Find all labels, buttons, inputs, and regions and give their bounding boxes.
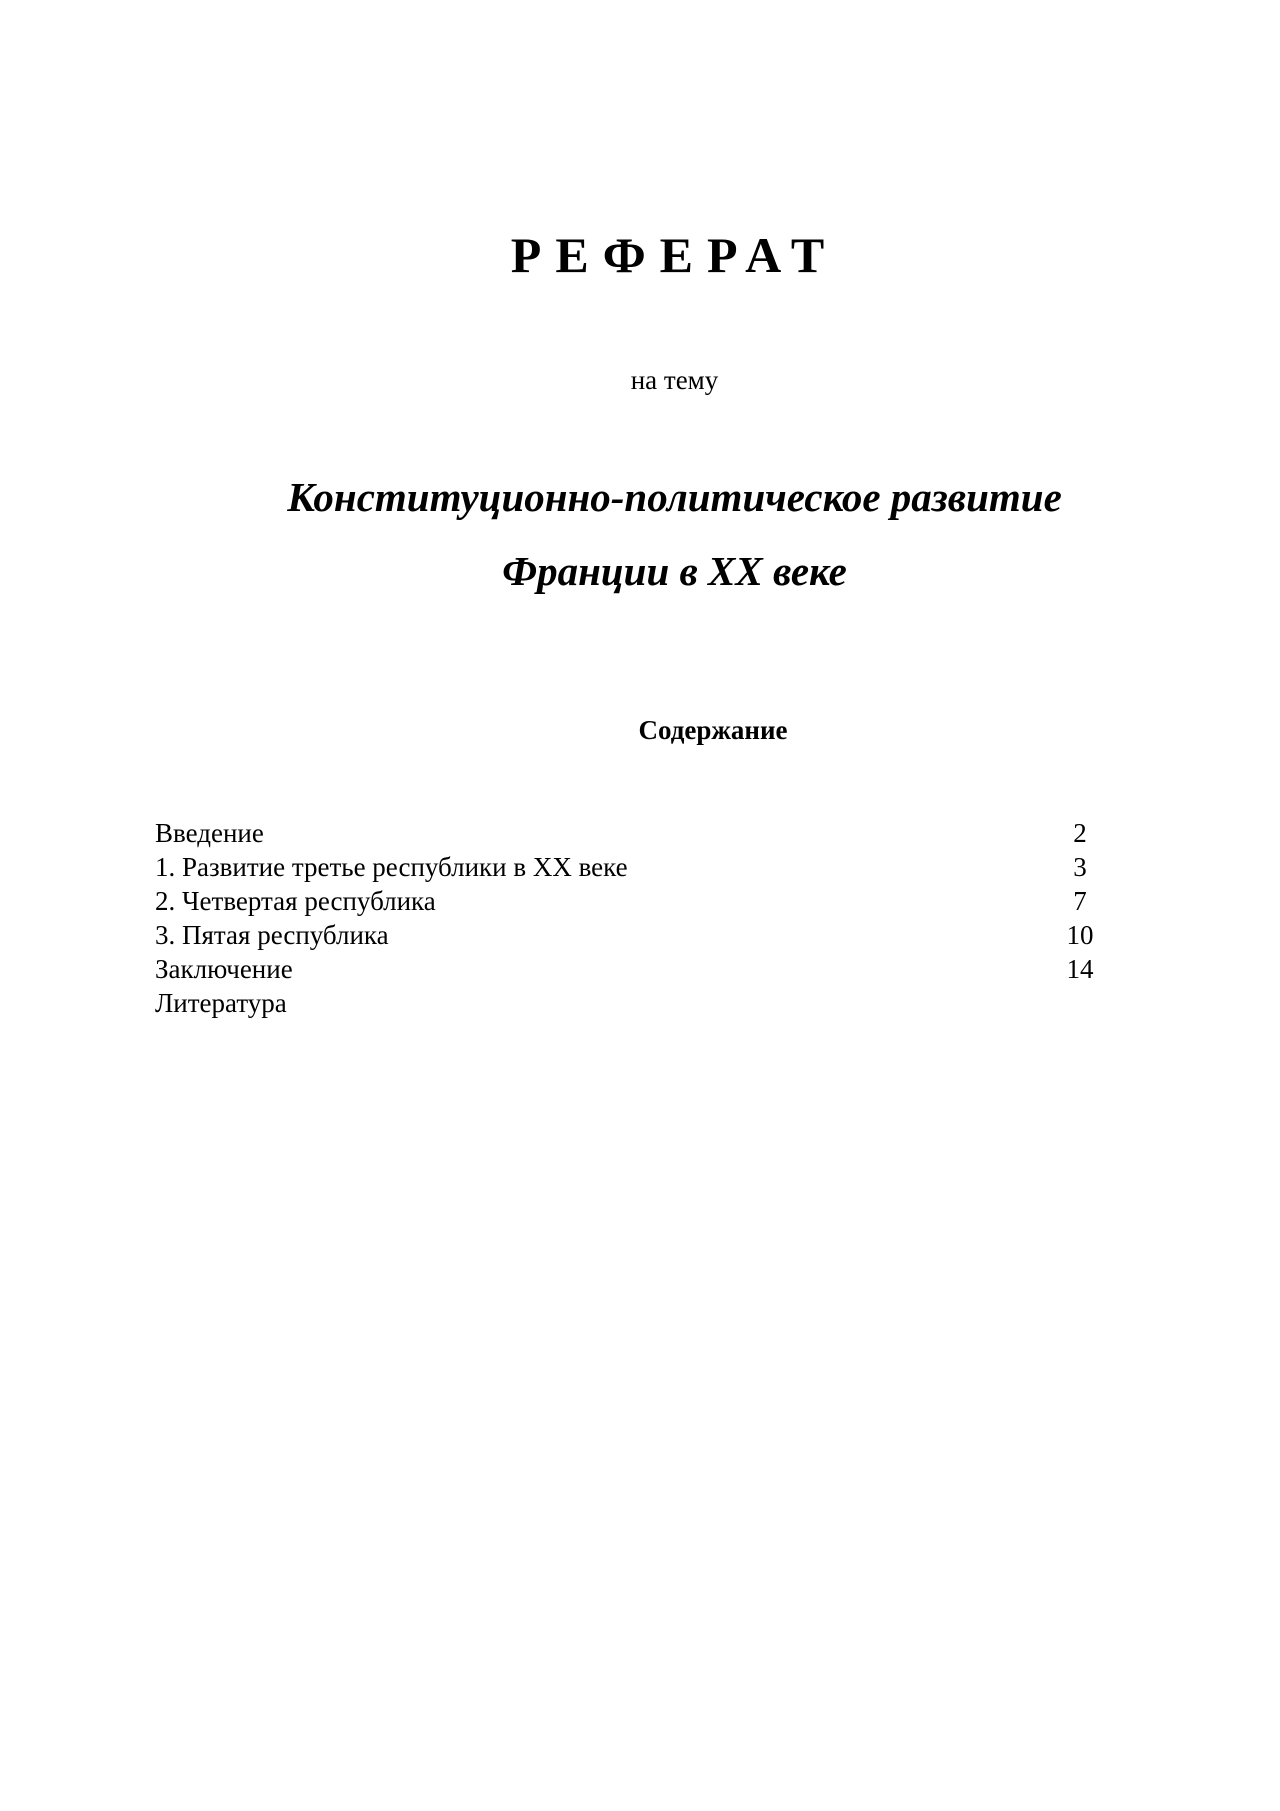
- toc-heading: Содержание: [638, 715, 788, 745]
- toc-entry-page: 3: [1073, 852, 1087, 882]
- topic-title-line: Конституционно-политическое развитие: [287, 474, 1062, 520]
- toc-entry-label: 3. Пятая республика: [155, 920, 389, 950]
- topic-title: [0, 460, 1280, 608]
- toc-entry: [155, 986, 1105, 1020]
- toc-entry-page: 10: [1066, 920, 1094, 950]
- toc-entry-label: Введение: [155, 818, 264, 848]
- toc-entry-label: Заключение: [155, 954, 293, 984]
- toc-entry: [155, 850, 1105, 884]
- topic-intro: на тему: [630, 365, 719, 395]
- toc-entry-label: 1. Развитие третье республики в XX веке: [155, 852, 628, 882]
- toc-entry-page: 7: [1073, 886, 1087, 916]
- toc-entry-page: [1055, 986, 1105, 1020]
- document-type-heading: РЕФЕРАТ: [510, 227, 839, 283]
- table-of-contents: [155, 816, 1105, 1020]
- toc-entry-page: 2: [1073, 818, 1087, 848]
- toc-entry: [155, 918, 1105, 952]
- toc-entry: [155, 952, 1105, 986]
- toc-entry-label: Литература: [155, 988, 287, 1018]
- topic-title-line: Франции в XX веке: [502, 548, 847, 594]
- toc-entry-label: 2. Четвертая республика: [155, 886, 436, 916]
- toc-entry: [155, 816, 1105, 850]
- toc-entry: [155, 884, 1105, 918]
- toc-entry-page: 14: [1066, 954, 1094, 984]
